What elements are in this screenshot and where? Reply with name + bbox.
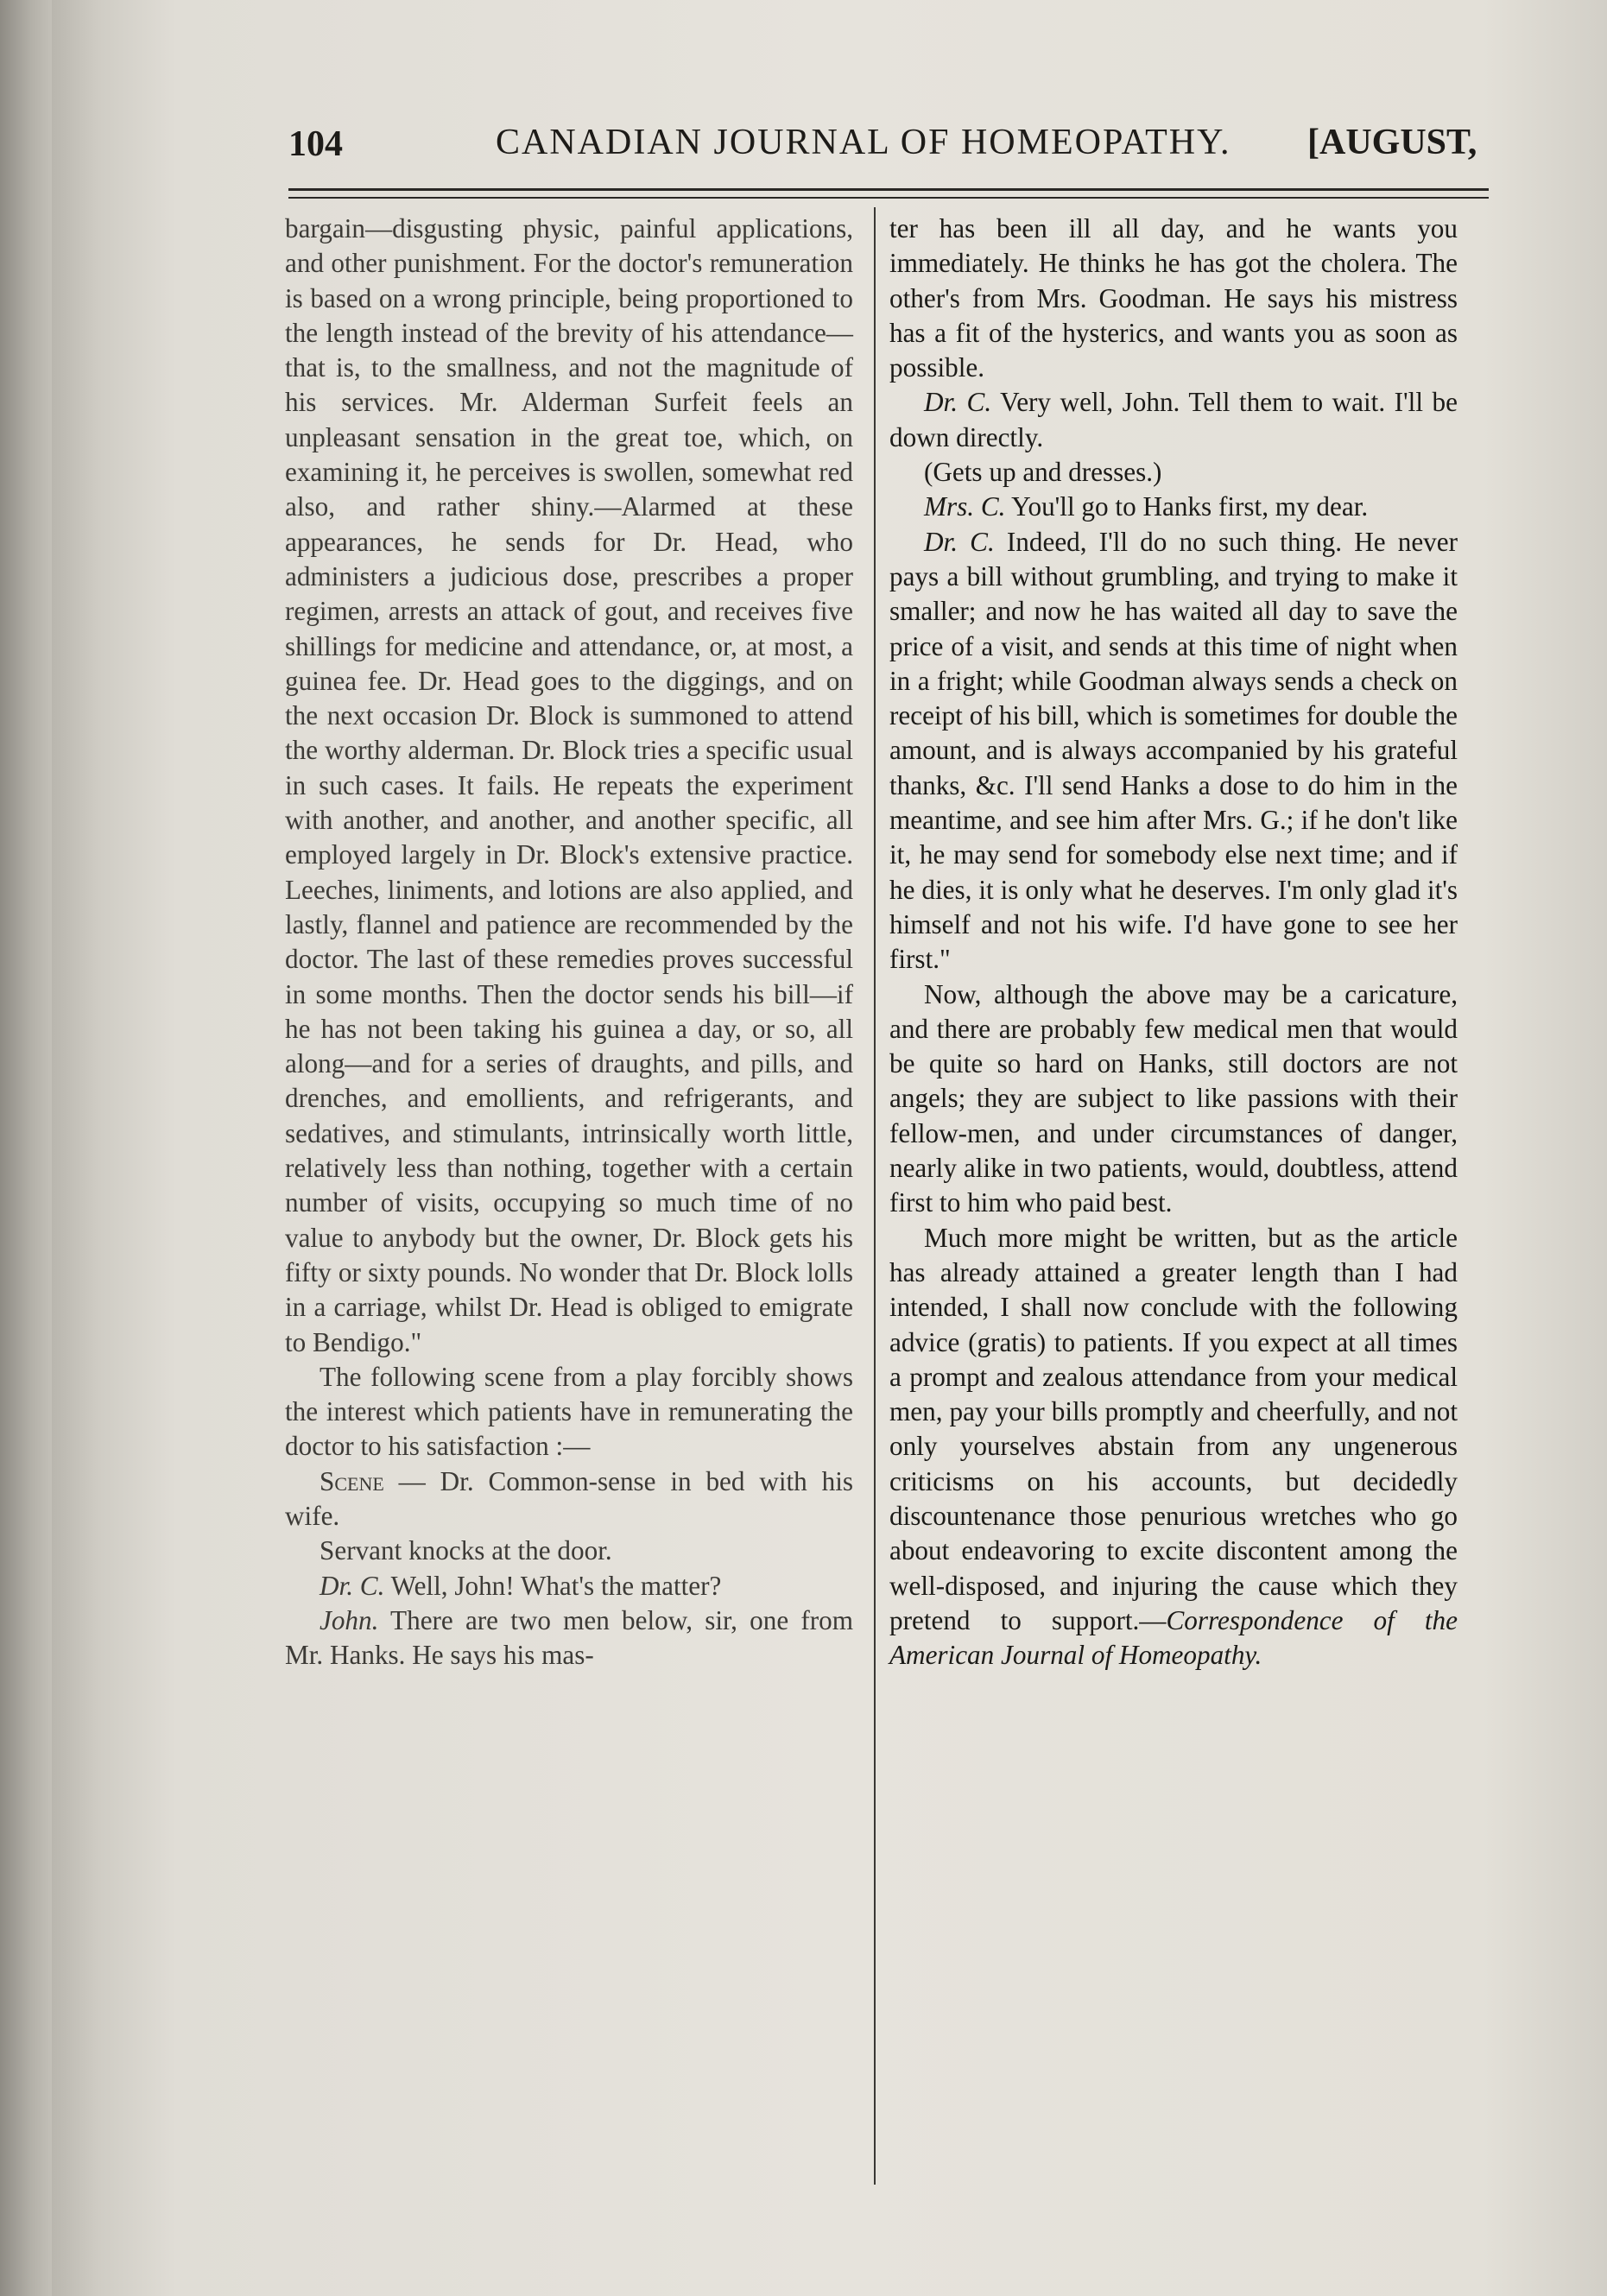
left-paragraph-6 bbox=[285, 1603, 853, 1673]
left-paragraph-1: bargain—disgusting physic, painful applications, and other punishment. For the doctor's remuneration is based on a wrong principle, being proportioned to the length instead of the brevity of his attendance—that is, to the smallness, and not the magnitude of his services. Mr. Alderman Surfeit feels an unpleasant sensation in the great toe, which, on examining it, he perceives is swollen, somewhat red also, and rather shiny.—Alarmed at these appearances, he sends for Dr. Head, who administers a judicious dose, prescribes a proper regimen, arrests an attack of gout, and receives five shillings for medicine and attendance, or, at most, a guinea fee. Dr. Head goes to the diggings, and on the next occasion Dr. Block is summoned to attend the worthy alderman. Dr. Block tries a specific usual in such cases. It fails. He repeats the experiment with another, and another, and another specific, all employed largely in Dr. Block's extensive practice. Leeches, liniments, and lotions are also applied, and lastly, flannel and patience are recommended by the doctor. The last of these remedies proves successful in some months. Then the doctor sends his bill—if he has not been taking his guinea a day, or so, all along—and for a series of draughts, and pills, and drenches, and emollients, and refrigerants, and sedatives, and stimulants, intrinsically worth little, relatively less than nothing, together with a certain number of visits, occupying so much time of no value to anybody but the owner, Dr. Block gets his fifty or sixty pounds. No wonder that Dr. Block lolls in a carriage, whilst Dr. Head is obliged to emigrate to Bendigo." bbox=[285, 213, 853, 1357]
scene-label: Scene bbox=[320, 1465, 384, 1496]
speaker-label: Dr. C. bbox=[320, 1570, 385, 1601]
right-paragraph-4 bbox=[889, 490, 1458, 524]
speech-text: Well, John! What's the matter? bbox=[384, 1570, 722, 1601]
left-paragraph-5 bbox=[285, 1569, 853, 1603]
running-header bbox=[288, 117, 1497, 177]
left-column bbox=[285, 212, 853, 1673]
speaker-label: Dr. C. bbox=[924, 526, 995, 557]
right-paragraph-1: ter has been ill all day, and he wants you immediately. He thinks he has got the cholera. The other's from Mrs. Goodman. He says his mistress has a fit of the hysterics, and wants you as soon as possible. bbox=[889, 213, 1458, 383]
right-paragraph-5 bbox=[889, 525, 1458, 977]
header-rule-bottom bbox=[288, 197, 1489, 199]
right-paragraph-2 bbox=[889, 385, 1458, 455]
right-paragraph-6: Now, although the above may be a caricature, and there are probably few medical men that would be quite so hard on Hanks, still doctors are not angels; they are subject to like passions with their fellow-men, and under circumstances of danger, nearly alike in two patients, would, doubtless, attend first to him who paid best. bbox=[889, 978, 1458, 1218]
speech-text: Very well, John. Tell them to wait. I'll be down directly. bbox=[889, 387, 1458, 452]
closing-text: Much more might be written, but as the article has already attained a greater length than I had intended, I shall now conclude with the following advice (gratis) to patients. If you expect at all times a prompt and zealous attendance from your medical men, pay your bills promptly and cheerfully, and not only yourselves abstain from any ungenerous criticisms on his accounts, but decidedly discountenance those penurious wretches who go about endeavoring to excite discontent among the well-disposed, and injuring the cause which they pretend to support.— bbox=[889, 1222, 1458, 1635]
right-column bbox=[889, 212, 1458, 1673]
page-number: 104 bbox=[288, 124, 343, 164]
right-paragraph-3: (Gets up and dresses.) bbox=[924, 457, 1162, 488]
book-gutter-shadow bbox=[0, 0, 52, 2296]
left-paragraph-4: Servant knocks at the door. bbox=[320, 1535, 612, 1566]
right-paragraph-7 bbox=[889, 1221, 1458, 1673]
source-citation: Correspondence of the American Journal of Homeopathy. bbox=[889, 1604, 1458, 1671]
speech-text: Indeed, I'll do no such thing. He never pays a bill without grumbling, and trying to make it smaller; and now he has waited all day to save the price of a visit, and sends at this time of night when in a fright; while Goodman always sends a check on receipt of his bill, which is sometimes for double the amount, and is always accompanied by his grateful thanks, &c. I'll send Hanks a dose to do him in the meantime, and see him after Mrs. G.; if he don't like it, he may send for somebody else next time; and if he dies, it is only what he deserves. I'm only glad it's himself and not his wife. I'd have gone to see her first." bbox=[889, 526, 1458, 975]
speech-text: There are two men below, sir, one from Mr. Hanks. He says his mas- bbox=[285, 1604, 853, 1671]
speech-text: You'll go to Hanks first, my dear. bbox=[1005, 491, 1369, 522]
header-rule-top bbox=[288, 188, 1489, 191]
scene-text: — Dr. Common-sense in bed with his wife. bbox=[285, 1465, 853, 1531]
speaker-label: John. bbox=[320, 1604, 379, 1635]
speaker-label: Dr. C. bbox=[924, 387, 992, 418]
column-divider bbox=[874, 207, 876, 2185]
left-paragraph-3 bbox=[285, 1464, 853, 1534]
header-month: [AUGUST, bbox=[1307, 123, 1477, 162]
left-paragraph-2: The following scene from a play forcibly shows the interest which patients have in remunerating the doctor to his satisfaction :— bbox=[285, 1361, 853, 1462]
speaker-label: Mrs. C. bbox=[924, 491, 1006, 522]
journal-title: CANADIAN JOURNAL OF HOMEOPATHY. bbox=[496, 123, 1231, 162]
